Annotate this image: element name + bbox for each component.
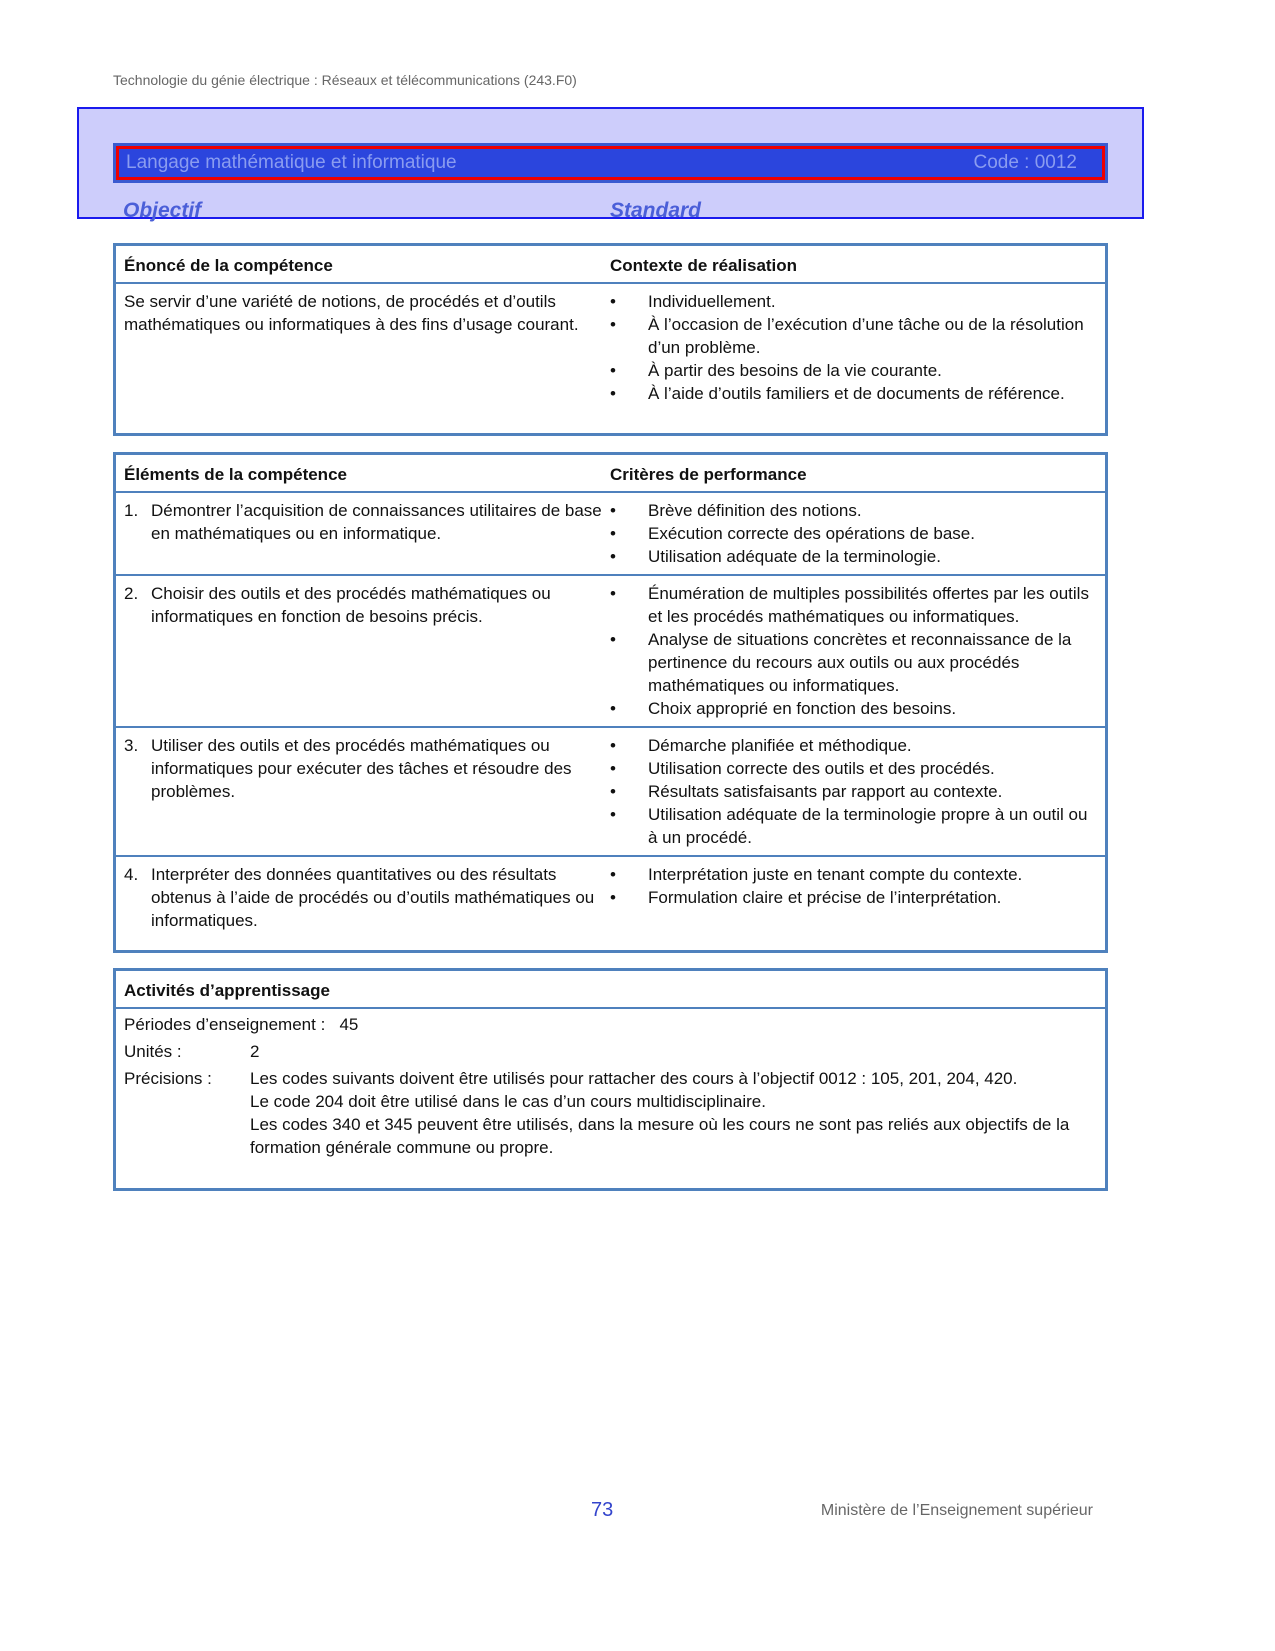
- bullet-item: [610, 499, 1097, 522]
- activities-header: Activités d’apprentissage: [124, 981, 330, 1000]
- bullet-item: [610, 780, 1097, 803]
- bullet-text: Choix approprié en fonction des besoins.: [648, 699, 957, 718]
- bullet-item: [610, 757, 1097, 780]
- header-right: Contexte de réalisation: [610, 256, 798, 275]
- bullet-text: Exécution correcte des opérations de base.: [648, 524, 975, 543]
- table-header: [116, 246, 1105, 284]
- criteria-list: [610, 734, 1097, 849]
- bullet-icon: •: [610, 736, 616, 755]
- table-row: [116, 855, 1105, 938]
- title-bar: [113, 143, 1108, 183]
- ministry-name: Ministère de l’Enseignement supérieur: [820, 1502, 1093, 1519]
- table-row: [116, 493, 1105, 574]
- element-number: 2.: [124, 584, 139, 603]
- bullet-icon: •: [610, 524, 616, 543]
- bullet-item: [610, 382, 1097, 405]
- element-item: [124, 582, 610, 720]
- element-number: 1.: [124, 501, 139, 520]
- criteria-list: [610, 499, 1097, 568]
- bullet-text: À l’occasion de l’exécution d’une tâche ou de la résolution d’un problème.: [648, 315, 1084, 357]
- bullet-item: [610, 582, 1097, 628]
- element-text: Utiliser des outils et des procédés mathématiques ou informatiques pour exécuter des tâches et résoudre des problèmes.: [151, 736, 572, 801]
- bullet-text: Utilisation correcte des outils et des procédés.: [648, 759, 995, 778]
- bullet-icon: •: [610, 501, 616, 520]
- table-row: [116, 726, 1105, 855]
- activities-table: [113, 968, 1108, 1191]
- competency-title: Langage mathématique et informatique: [126, 152, 457, 173]
- units-value: 2: [250, 1042, 260, 1061]
- bullet-text: Utilisation adéquate de la terminologie propre à un outil ou à un procédé.: [648, 805, 1088, 847]
- criteria-list: [610, 582, 1097, 720]
- element-text: Interpréter des données quantitatives ou des résultats obtenus à l’aide de procédés ou d’outils mathématiques ou informatiques.: [151, 865, 595, 930]
- element-text: Choisir des outils et des procédés mathématiques ou informatiques en fonction de besoins précis.: [151, 584, 551, 626]
- table-row: [116, 574, 1105, 726]
- bullet-item: [610, 628, 1097, 697]
- running-header: Technologie du génie électrique : Réseaux et télécommunications (243.F0): [113, 72, 577, 88]
- header-right: Critères de performance: [610, 465, 807, 484]
- page-number: 73: [591, 1499, 614, 1521]
- criteria-list: [610, 863, 1097, 932]
- bullet-item: [610, 290, 1097, 313]
- bullet-item: [610, 734, 1097, 757]
- standard-label: Standard: [610, 199, 702, 222]
- bullet-icon: •: [610, 630, 616, 649]
- precisions-label: Précisions :: [124, 1069, 212, 1088]
- table-header: [116, 971, 1105, 1009]
- bullet-item: [610, 886, 1097, 909]
- bullet-icon: •: [610, 584, 616, 603]
- bullet-item: [610, 545, 1097, 568]
- context-list: [610, 290, 1097, 405]
- bullet-text: Individuellement.: [648, 292, 776, 311]
- element-number: 3.: [124, 736, 139, 755]
- element-text: Démontrer l’acquisition de connaissances utilitaires de base en mathématiques ou en informatique.: [151, 501, 602, 543]
- bullet-text: Interprétation juste en tenant compte du contexte.: [648, 865, 1023, 884]
- bullet-icon: •: [610, 865, 616, 884]
- precision-text: Le code 204 doit être utilisé dans le cas d’un cours multidisciplinaire.: [250, 1092, 766, 1111]
- header-left: Énoncé de la compétence: [124, 256, 333, 275]
- competence-table: [113, 243, 1108, 436]
- header-left: Éléments de la compétence: [124, 465, 347, 484]
- bullet-item: [610, 803, 1097, 849]
- precision-text: Les codes suivants doivent être utilisés pour rattacher des cours à l’objectif 0012 : 105, 201, 204, 420.: [250, 1069, 1018, 1088]
- bullet-icon: •: [610, 547, 616, 566]
- bullet-item: [610, 359, 1097, 382]
- bullet-text: Démarche planifiée et méthodique.: [648, 736, 912, 755]
- objectif-label: Objectif: [123, 199, 202, 222]
- table-row: [116, 284, 1105, 411]
- bullet-icon: •: [610, 888, 616, 907]
- bullet-item: [610, 313, 1097, 359]
- periods-value: 45: [339, 1015, 359, 1034]
- objective-standard-labels: [123, 199, 713, 223]
- bullet-text: Énumération de multiples possibilités offertes par les outils et les procédés mathématiques ou informatiques.: [648, 584, 1089, 626]
- element-item: [124, 734, 610, 849]
- bullet-icon: •: [610, 782, 616, 801]
- bullet-icon: •: [610, 759, 616, 778]
- elements-table: [113, 452, 1108, 953]
- bullet-text: Formulation claire et précise de l’interprétation.: [648, 888, 1002, 907]
- element-number: 4.: [124, 865, 139, 884]
- bullet-text: Résultats satisfaisants par rapport au contexte.: [648, 782, 1003, 801]
- bullet-text: À l’aide d’outils familiers et de documents de référence.: [648, 384, 1065, 403]
- activities-body: [116, 1009, 1105, 1171]
- bullet-item: [610, 863, 1097, 886]
- element-item: [124, 499, 610, 568]
- table-header: [116, 455, 1105, 493]
- precision-text: Les codes 340 et 345 peuvent être utilisés, dans la mesure où les cours ne sont pas reliés aux objectifs de la formation générale commune ou propre.: [250, 1115, 1070, 1157]
- competence-statement: Se servir d’une variété de notions, de procédés et d’outils mathématiques ou informatiques à des fins d’usage courant.: [124, 292, 579, 334]
- bullet-item: [610, 522, 1097, 545]
- units-label: Unités :: [124, 1042, 182, 1061]
- bullet-icon: •: [610, 384, 616, 403]
- periods-label: Périodes d’enseignement :: [124, 1015, 326, 1034]
- bullet-text: Brève définition des notions.: [648, 501, 862, 520]
- bullet-icon: •: [610, 699, 616, 718]
- bullet-text: Utilisation adéquate de la terminologie.: [648, 547, 941, 566]
- bullet-icon: •: [610, 315, 616, 334]
- bullet-icon: •: [610, 805, 616, 824]
- bullet-text: Analyse de situations concrètes et reconnaissance de la pertinence du recours aux outils ou aux procédés mathématiques ou informatiques.: [648, 630, 1072, 695]
- bullet-icon: •: [610, 361, 616, 380]
- bullet-icon: •: [610, 292, 616, 311]
- bullet-item: [610, 697, 1097, 720]
- bullet-text: À partir des besoins de la vie courante.: [648, 361, 942, 380]
- competency-code: Code : 0012: [973, 152, 1077, 173]
- element-item: [124, 863, 610, 932]
